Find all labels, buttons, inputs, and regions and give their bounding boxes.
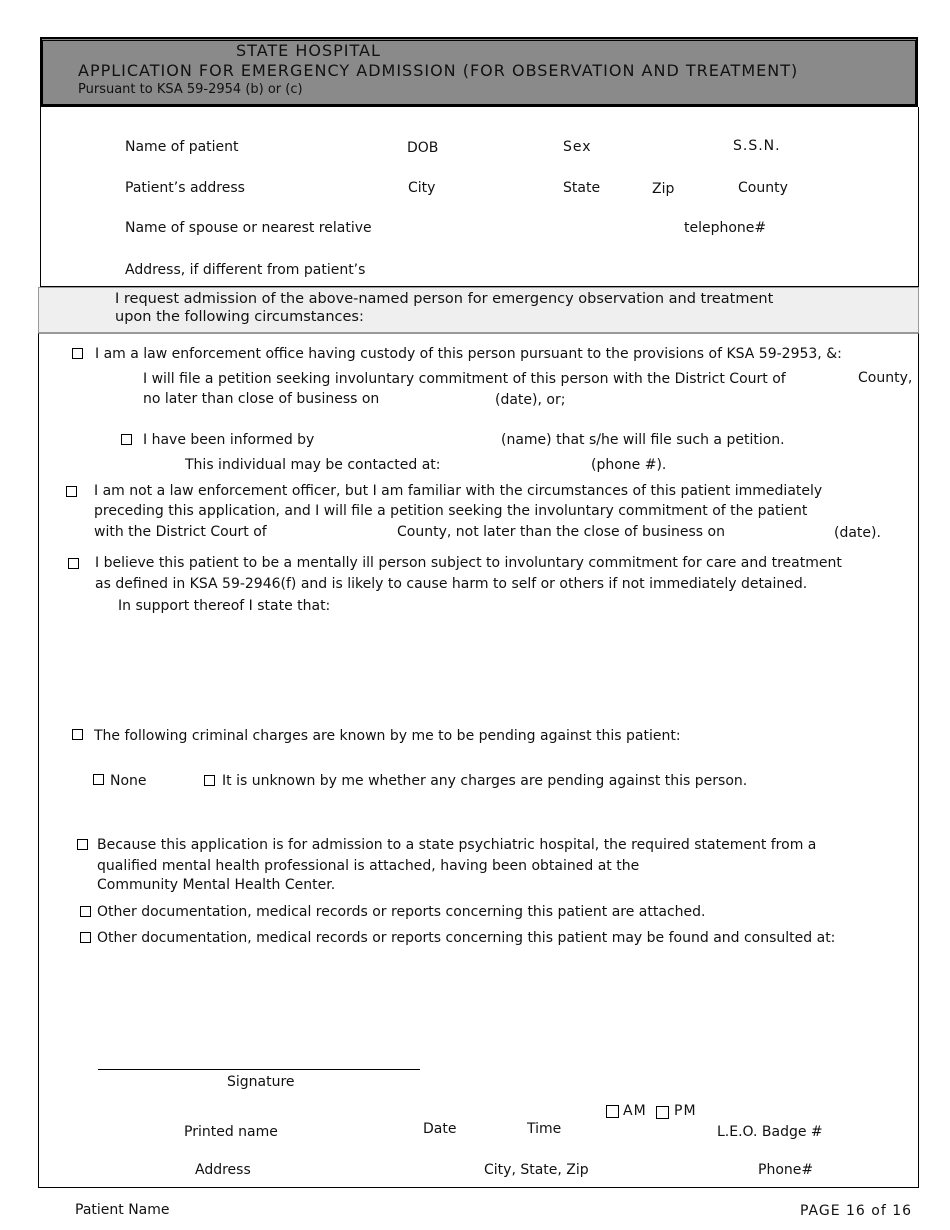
label-patient-address: Patient’s address (125, 180, 245, 196)
label-city: City (408, 180, 436, 196)
statute-reference: Pursuant to KSA 59-2954 (b) or (c) (78, 82, 303, 97)
label-dob: DOB (407, 140, 439, 156)
belief-line-2: as defined in KSA 59-2946(f) and is likely to cause harm to self or others if not immediately detained. (95, 576, 808, 592)
patient-info-box (40, 107, 919, 287)
label-zip: Zip (652, 181, 675, 197)
request-line-2: upon the following circumstances: (115, 309, 364, 325)
consulted-docs-checkbox[interactable] (80, 932, 91, 943)
leo-petition-line-2: no later than close of business on (143, 391, 380, 407)
informed-checkbox[interactable] (121, 434, 132, 445)
label-state: State (563, 180, 601, 196)
label-alternate-address: Address, if different from patient’s (125, 262, 366, 278)
circumstances-box (38, 333, 919, 1188)
will-file-label: (name) that s/he will file such a petition. (501, 432, 785, 448)
footer-patient-name: Patient Name (75, 1202, 170, 1218)
charges-checkbox[interactable] (72, 729, 83, 740)
hospital-name: STATE HOSPITAL (236, 41, 381, 60)
belief-line-1: I believe this patient to be a mentally ill person subject to involuntary commitment for care and treatment (95, 555, 842, 571)
form-title: APPLICATION FOR EMERGENCY ADMISSION (FOR OBSERVATION AND TREATMENT) (78, 61, 799, 80)
am-label: AM (623, 1103, 647, 1119)
label-sex: Sex (563, 139, 592, 155)
pm-checkbox[interactable] (656, 1106, 669, 1119)
unknown-charges-label: It is unknown by me whether any charges are pending against this person. (222, 773, 748, 789)
informed-by-label: I have been informed by (143, 432, 315, 448)
leo-county-label: County, (858, 370, 913, 386)
contacted-at-label: This individual may be contacted at: (185, 457, 441, 473)
psych-line-3: Community Mental Health Center. (97, 877, 336, 893)
page-number: PAGE 16 of 16 (800, 1203, 913, 1219)
label-patient-name: Name of patient (125, 139, 239, 155)
unknown-charges-checkbox[interactable] (204, 775, 215, 786)
label-ssn: S.S.N. (733, 138, 781, 154)
attached-docs-label: Other documentation, medical records or reports concerning this patient are attached. (97, 904, 706, 920)
psych-line-1: Because this application is for admission to a state psychiatric hospital, the required statement from a (97, 837, 817, 853)
non-leo-line-1: I am not a law enforcement officer, but I am familiar with the circumstances of this patient immediately (94, 483, 823, 499)
signature-line[interactable] (98, 1069, 420, 1070)
label-telephone: telephone# (684, 220, 767, 236)
support-statement-label: In support thereof I state that: (118, 598, 331, 614)
non-leo-line-3a: with the District Court of (94, 524, 267, 540)
psych-statement-checkbox[interactable] (77, 839, 88, 850)
none-checkbox[interactable] (93, 774, 104, 785)
leo-petition-line-1: I will file a petition seeking involuntary commitment of this person with the District Court of (143, 371, 786, 387)
printed-name-label: Printed name (184, 1124, 278, 1140)
date-label: Date (423, 1121, 457, 1137)
signature-label: Signature (227, 1074, 295, 1090)
psych-line-2: qualified mental health professional is attached, having been obtained at the (97, 858, 640, 874)
request-line-1: I request admission of the above-named person for emergency observation and treatment (115, 291, 774, 307)
badge-label: L.E.O. Badge # (717, 1124, 823, 1140)
signer-address-label: Address (195, 1162, 251, 1178)
leo-date-label: (date), or; (495, 392, 566, 408)
non-leo-line-3b: County, not later than the close of business on (397, 524, 725, 540)
time-label: Time (527, 1121, 562, 1137)
signer-phone-label: Phone# (758, 1162, 814, 1178)
phone-label: (phone #). (591, 457, 667, 473)
non-leo-line-2: preceding this application, and I will file a petition seeking the involuntary commitment of the patient (94, 503, 808, 519)
charges-statement: The following criminal charges are known by me to be pending against this patient: (94, 728, 681, 744)
none-label: None (110, 773, 147, 789)
city-state-zip-label: City, State, Zip (484, 1162, 589, 1178)
attached-docs-checkbox[interactable] (80, 906, 91, 917)
consulted-docs-label: Other documentation, medical records or reports concerning this patient may be found and consulted at: (97, 930, 836, 946)
label-county: County (738, 180, 788, 196)
belief-checkbox[interactable] (68, 558, 79, 569)
pm-label: PM (674, 1103, 697, 1119)
non-leo-checkbox[interactable] (66, 486, 77, 497)
leo-statement: I am a law enforcement office having custody of this person pursuant to the provisions of KSA 59-2953, &: (95, 346, 842, 362)
am-checkbox[interactable] (606, 1105, 619, 1118)
non-leo-date-label: (date). (834, 525, 881, 541)
label-nearest-relative: Name of spouse or nearest relative (125, 220, 372, 236)
leo-checkbox[interactable] (72, 348, 83, 359)
